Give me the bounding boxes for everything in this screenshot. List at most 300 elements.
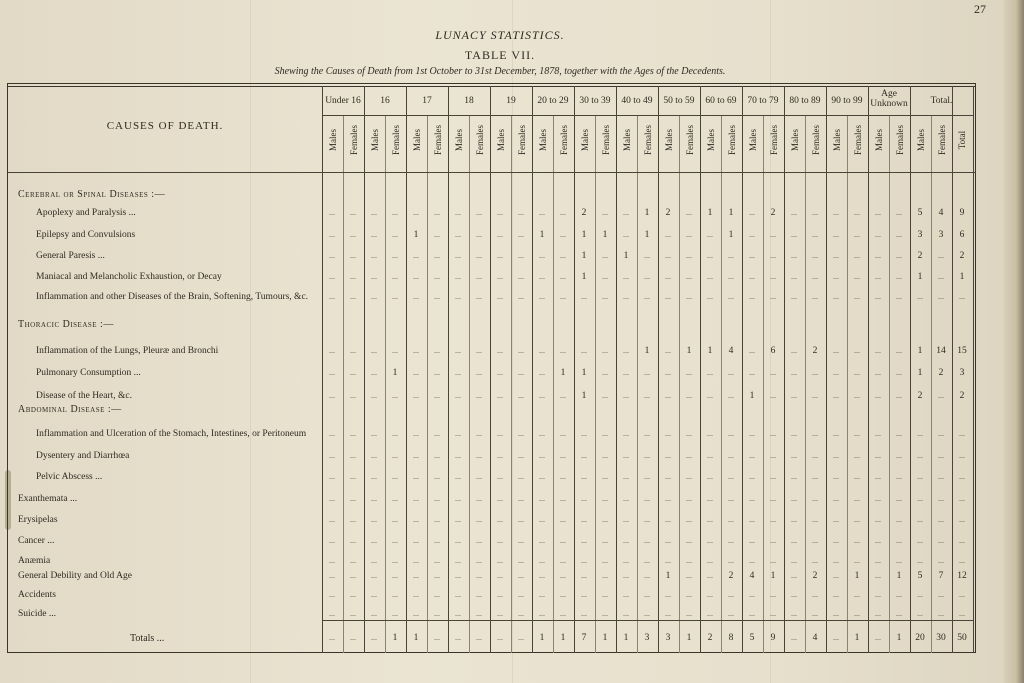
empty-cell: ...	[602, 472, 608, 481]
empty-cell: ...	[959, 590, 965, 599]
empty-cell: ...	[854, 515, 860, 524]
empty-cell: ...	[581, 536, 587, 545]
empty-cell: ...	[518, 391, 524, 400]
empty-cell: ...	[875, 346, 881, 355]
empty-cell: ...	[476, 556, 482, 565]
empty-cell: ...	[434, 536, 440, 545]
empty-cell: ...	[812, 368, 818, 377]
empty-cell: ...	[602, 272, 608, 281]
empty-cell: ...	[581, 571, 587, 580]
empty-cell: ...	[833, 346, 839, 355]
empty-cell: ...	[875, 230, 881, 239]
empty-cell: ...	[539, 272, 545, 281]
empty-cell: ...	[686, 451, 692, 460]
sex-header-label: Males	[411, 129, 422, 151]
empty-cell: ...	[413, 515, 419, 524]
empty-cell: ...	[728, 472, 734, 481]
empty-cell: ...	[896, 515, 902, 524]
total-cell: 1	[560, 633, 566, 643]
total-cell: 9	[770, 633, 776, 643]
sex-header-label: Females	[810, 125, 821, 155]
empty-cell: ...	[350, 230, 356, 239]
empty-cell: ...	[371, 391, 377, 400]
empty-cell: ...	[833, 571, 839, 580]
empty-cell: ...	[770, 451, 776, 460]
data-cell: 1	[560, 368, 566, 378]
sex-header	[322, 115, 343, 165]
empty-cell: ...	[644, 451, 650, 460]
empty-cell: ...	[749, 251, 755, 260]
empty-cell: ...	[686, 292, 692, 301]
total-cell: 4	[812, 633, 818, 643]
row-label: Anæmia	[18, 556, 51, 566]
empty-cell: ...	[791, 451, 797, 460]
empty-cell: ...	[917, 429, 923, 438]
empty-cell: ...	[728, 429, 734, 438]
empty-cell: ...	[896, 609, 902, 618]
data-cell: 2	[917, 391, 923, 401]
empty-cell: ...	[791, 208, 797, 217]
data-cell: 1	[644, 346, 650, 356]
empty-cell: ...	[791, 346, 797, 355]
empty-cell: ...	[812, 515, 818, 524]
data-cell: 2	[959, 391, 965, 401]
empty-cell: ...	[686, 251, 692, 260]
empty-cell: ...	[917, 536, 923, 545]
empty-cell: ...	[434, 368, 440, 377]
sex-header-label: Females	[390, 125, 401, 155]
empty-cell: ...	[476, 230, 482, 239]
sex-header	[742, 115, 763, 165]
empty-cell: ...	[749, 429, 755, 438]
sex-header	[931, 115, 952, 165]
empty-cell: ...	[371, 494, 377, 503]
empty-cell: ...	[686, 515, 692, 524]
empty-cell: ...	[434, 556, 440, 565]
empty-cell: ...	[560, 590, 566, 599]
empty-cell: ...	[371, 590, 377, 599]
empty-cell: ...	[623, 536, 629, 545]
sex-header-label: Males	[873, 129, 884, 151]
empty-cell: ...	[329, 346, 335, 355]
empty-cell: ...	[854, 208, 860, 217]
empty-cell: ...	[602, 536, 608, 545]
empty-cell: ...	[602, 571, 608, 580]
empty-cell: ...	[644, 391, 650, 400]
empty-cell: ...	[371, 230, 377, 239]
empty-cell: ...	[497, 391, 503, 400]
empty-cell: ...	[707, 451, 713, 460]
empty-cell: ...	[749, 272, 755, 281]
empty-cell: ...	[434, 251, 440, 260]
empty-cell: ...	[665, 429, 671, 438]
empty-cell: ...	[518, 429, 524, 438]
empty-cell: ...	[392, 515, 398, 524]
empty-cell: ...	[602, 208, 608, 217]
empty-cell: ...	[917, 292, 923, 301]
empty-cell: ...	[371, 472, 377, 481]
sex-header	[847, 115, 868, 165]
empty-cell: ...	[455, 429, 461, 438]
empty-cell: ...	[812, 609, 818, 618]
empty-cell: ...	[539, 251, 545, 260]
sex-header	[700, 115, 721, 165]
empty-cell: ...	[539, 571, 545, 580]
empty-cell: ...	[434, 346, 440, 355]
sex-header-label: Males	[369, 129, 380, 151]
data-cell: 1	[644, 230, 650, 240]
empty-cell: ...	[518, 230, 524, 239]
empty-cell: ...	[350, 251, 356, 260]
empty-cell: ...	[392, 590, 398, 599]
total-cell: 8	[728, 633, 734, 643]
empty-cell: ...	[497, 429, 503, 438]
total-cell: 2	[707, 633, 713, 643]
empty-cell: ...	[455, 368, 461, 377]
age-group-header: 50 to 59	[663, 96, 695, 106]
empty-cell: ...	[518, 272, 524, 281]
empty-cell: ...	[371, 251, 377, 260]
empty-cell: ...	[854, 368, 860, 377]
data-cell: 2	[728, 571, 734, 581]
empty-cell: ...	[581, 346, 587, 355]
empty-cell: ...	[539, 391, 545, 400]
empty-cell: ...	[581, 494, 587, 503]
empty-cell: ...	[875, 391, 881, 400]
empty-cell: ...	[602, 368, 608, 377]
empty-cell: ...	[518, 251, 524, 260]
empty-cell: ...	[665, 451, 671, 460]
empty-cell: ...	[854, 251, 860, 260]
empty-cell: ...	[623, 609, 629, 618]
sex-header	[658, 115, 679, 165]
empty-cell: ...	[413, 208, 419, 217]
empty-cell: ...	[644, 272, 650, 281]
row-label: Inflammation and Ulceration of the Stomach, Intestines, or Peritoneum	[36, 429, 307, 439]
empty-cell: ...	[791, 429, 797, 438]
empty-cell: ...	[434, 391, 440, 400]
empty-cell: ...	[749, 590, 755, 599]
empty-cell: ...	[686, 590, 692, 599]
empty-cell: ...	[791, 251, 797, 260]
empty-cell: ...	[455, 208, 461, 217]
empty-cell: ...	[644, 571, 650, 580]
empty-cell: ...	[350, 472, 356, 481]
empty-cell: ...	[770, 472, 776, 481]
empty-cell: ...	[560, 292, 566, 301]
row-label: Suicide ...	[18, 609, 56, 619]
data-cell: 1	[728, 230, 734, 240]
empty-cell: ...	[896, 536, 902, 545]
empty-cell: ...	[875, 536, 881, 545]
sex-header-label: Males	[579, 129, 590, 151]
empty-cell: ...	[560, 609, 566, 618]
sex-header-label: Females	[516, 125, 527, 155]
empty-cell: ...	[770, 536, 776, 545]
sex-header-label: Females	[894, 125, 905, 155]
empty-cell: ...	[539, 368, 545, 377]
empty-cell: ...	[896, 230, 902, 239]
empty-cell: ...	[371, 451, 377, 460]
empty-cell: ...	[455, 633, 461, 642]
age-group-header: 90 to 99	[831, 96, 863, 106]
empty-cell: ...	[812, 208, 818, 217]
empty-cell: ...	[434, 609, 440, 618]
empty-cell: ...	[392, 429, 398, 438]
data-cell: 1	[959, 272, 965, 282]
empty-cell: ...	[938, 391, 944, 400]
empty-cell: ...	[938, 251, 944, 260]
empty-cell: ...	[581, 590, 587, 599]
sex-header	[826, 115, 847, 165]
empty-cell: ...	[728, 368, 734, 377]
empty-cell: ...	[959, 472, 965, 481]
empty-cell: ...	[413, 292, 419, 301]
empty-cell: ...	[707, 571, 713, 580]
data-cell: 2	[938, 368, 944, 378]
empty-cell: ...	[455, 515, 461, 524]
table-label: TABLE VII.	[464, 48, 536, 62]
empty-cell: ...	[476, 346, 482, 355]
data-cell: 5	[917, 571, 923, 581]
empty-cell: ...	[392, 556, 398, 565]
data-cell: 4	[728, 346, 734, 356]
empty-cell: ...	[665, 251, 671, 260]
empty-cell: ...	[329, 590, 335, 599]
empty-cell: ...	[770, 391, 776, 400]
empty-cell: ...	[581, 556, 587, 565]
empty-cell: ...	[476, 208, 482, 217]
empty-cell: ...	[581, 429, 587, 438]
empty-cell: ...	[749, 609, 755, 618]
row-label: General Debility and Old Age	[18, 571, 132, 581]
empty-cell: ...	[476, 368, 482, 377]
data-cell: 4	[749, 571, 755, 581]
sex-header-label: Females	[642, 125, 653, 155]
age-group-header: 19	[506, 96, 516, 106]
empty-cell: ...	[917, 609, 923, 618]
empty-cell: ...	[329, 609, 335, 618]
empty-cell: ...	[560, 429, 566, 438]
sex-header	[406, 115, 427, 165]
empty-cell: ...	[875, 451, 881, 460]
empty-cell: ...	[560, 556, 566, 565]
empty-cell: ...	[749, 292, 755, 301]
empty-cell: ...	[497, 208, 503, 217]
empty-cell: ...	[602, 494, 608, 503]
empty-cell: ...	[896, 272, 902, 281]
empty-cell: ...	[371, 609, 377, 618]
sex-header-label: Females	[852, 125, 863, 155]
empty-cell: ...	[413, 368, 419, 377]
empty-cell: ...	[896, 292, 902, 301]
empty-cell: ...	[392, 451, 398, 460]
sex-header	[364, 115, 385, 165]
empty-cell: ...	[812, 494, 818, 503]
empty-cell: ...	[707, 251, 713, 260]
empty-cell: ...	[707, 590, 713, 599]
empty-cell: ...	[560, 272, 566, 281]
empty-cell: ...	[392, 472, 398, 481]
data-cell: 3	[959, 368, 965, 378]
empty-cell: ...	[833, 536, 839, 545]
sex-header-label: Males	[495, 129, 506, 151]
sex-header	[805, 115, 826, 165]
empty-cell: ...	[854, 609, 860, 618]
empty-cell: ...	[917, 556, 923, 565]
empty-cell: ...	[875, 494, 881, 503]
empty-cell: ...	[371, 292, 377, 301]
empty-cell: ...	[455, 472, 461, 481]
age-group-header: 80 to 89	[789, 96, 821, 106]
section-title: Cerebral or Spinal Diseases :—	[18, 189, 166, 200]
empty-cell: ...	[833, 609, 839, 618]
empty-cell: ...	[518, 472, 524, 481]
empty-cell: ...	[896, 368, 902, 377]
empty-cell: ...	[392, 536, 398, 545]
data-cell: 5	[917, 208, 923, 218]
row-label: Inflammation of the Lungs, Pleuræ and Bronchi	[36, 346, 219, 356]
empty-cell: ...	[833, 429, 839, 438]
empty-cell: ...	[665, 494, 671, 503]
empty-cell: ...	[623, 590, 629, 599]
total-cell: 1	[602, 633, 608, 643]
empty-cell: ...	[686, 429, 692, 438]
empty-cell: ...	[560, 230, 566, 239]
empty-cell: ...	[833, 251, 839, 260]
empty-cell: ...	[959, 494, 965, 503]
empty-cell: ...	[518, 590, 524, 599]
sex-header	[553, 115, 574, 165]
sex-header	[595, 115, 616, 165]
total-cell: 50	[957, 633, 967, 643]
empty-cell: ...	[770, 515, 776, 524]
empty-cell: ...	[791, 633, 797, 642]
empty-cell: ...	[623, 208, 629, 217]
data-cell: 1	[644, 208, 650, 218]
data-cell: 1	[581, 391, 587, 401]
empty-cell: ...	[329, 272, 335, 281]
sex-header	[427, 115, 448, 165]
empty-cell: ...	[371, 368, 377, 377]
empty-cell: ...	[686, 272, 692, 281]
empty-cell: ...	[938, 472, 944, 481]
empty-cell: ...	[959, 429, 965, 438]
empty-cell: ...	[644, 494, 650, 503]
empty-cell: ...	[497, 292, 503, 301]
empty-cell: ...	[413, 251, 419, 260]
empty-cell: ...	[728, 292, 734, 301]
empty-cell: ...	[854, 391, 860, 400]
empty-cell: ...	[812, 230, 818, 239]
causes-header: CAUSES OF DEATH.	[106, 120, 224, 132]
empty-cell: ...	[497, 556, 503, 565]
sex-header-label: Females	[726, 125, 737, 155]
empty-cell: ...	[770, 251, 776, 260]
sex-header	[448, 115, 469, 165]
empty-cell: ...	[749, 536, 755, 545]
empty-cell: ...	[770, 272, 776, 281]
empty-cell: ...	[350, 391, 356, 400]
empty-cell: ...	[623, 494, 629, 503]
empty-cell: ...	[371, 633, 377, 642]
empty-cell: ...	[413, 429, 419, 438]
empty-cell: ...	[518, 292, 524, 301]
age-group-header: 70 to 79	[747, 96, 779, 106]
empty-cell: ...	[350, 609, 356, 618]
row-label: Pulmonary Consumption ...	[36, 368, 141, 378]
empty-cell: ...	[329, 208, 335, 217]
sex-header	[385, 115, 406, 165]
empty-cell: ...	[539, 346, 545, 355]
empty-cell: ...	[434, 230, 440, 239]
sex-header-label: Males	[621, 129, 632, 151]
empty-cell: ...	[518, 515, 524, 524]
empty-cell: ...	[875, 556, 881, 565]
sex-header	[784, 115, 805, 165]
row-label: Epilepsy and Convulsions	[36, 230, 136, 240]
data-cell: 1	[854, 571, 860, 581]
empty-cell: ...	[476, 429, 482, 438]
empty-cell: ...	[833, 272, 839, 281]
empty-cell: ...	[686, 556, 692, 565]
empty-cell: ...	[791, 515, 797, 524]
empty-cell: ...	[497, 590, 503, 599]
empty-cell: ...	[455, 556, 461, 565]
sex-header	[490, 115, 511, 165]
empty-cell: ...	[875, 609, 881, 618]
sex-header	[616, 115, 637, 165]
sex-header	[469, 115, 490, 165]
empty-cell: ...	[917, 515, 923, 524]
sex-header-label: Total	[957, 130, 968, 150]
empty-cell: ...	[665, 230, 671, 239]
empty-cell: ...	[875, 515, 881, 524]
empty-cell: ...	[812, 536, 818, 545]
empty-cell: ...	[476, 633, 482, 642]
empty-cell: ...	[917, 494, 923, 503]
empty-cell: ...	[686, 391, 692, 400]
age-group-header: Total.	[930, 96, 953, 106]
totals-label: Totals ...	[130, 633, 165, 644]
empty-cell: ...	[896, 472, 902, 481]
empty-cell: ...	[644, 251, 650, 260]
empty-cell: ...	[833, 590, 839, 599]
empty-cell: ...	[560, 451, 566, 460]
empty-cell: ...	[371, 272, 377, 281]
empty-cell: ...	[560, 346, 566, 355]
empty-cell: ...	[854, 272, 860, 281]
empty-cell: ...	[518, 208, 524, 217]
empty-cell: ...	[833, 368, 839, 377]
empty-cell: ...	[644, 515, 650, 524]
empty-cell: ...	[413, 536, 419, 545]
empty-cell: ...	[707, 556, 713, 565]
row-label: General Paresis ...	[36, 251, 105, 261]
sex-header-label: Males	[327, 129, 338, 151]
empty-cell: ...	[938, 292, 944, 301]
total-cell: 20	[915, 633, 925, 643]
empty-cell: ...	[791, 609, 797, 618]
empty-cell: ...	[623, 272, 629, 281]
empty-cell: ...	[518, 494, 524, 503]
data-cell: 1	[917, 368, 923, 378]
empty-cell: ...	[560, 472, 566, 481]
empty-cell: ...	[644, 429, 650, 438]
data-cell: 1	[749, 391, 755, 401]
row-label: Dysentery and Diarrhœa	[36, 451, 130, 461]
empty-cell: ...	[476, 391, 482, 400]
